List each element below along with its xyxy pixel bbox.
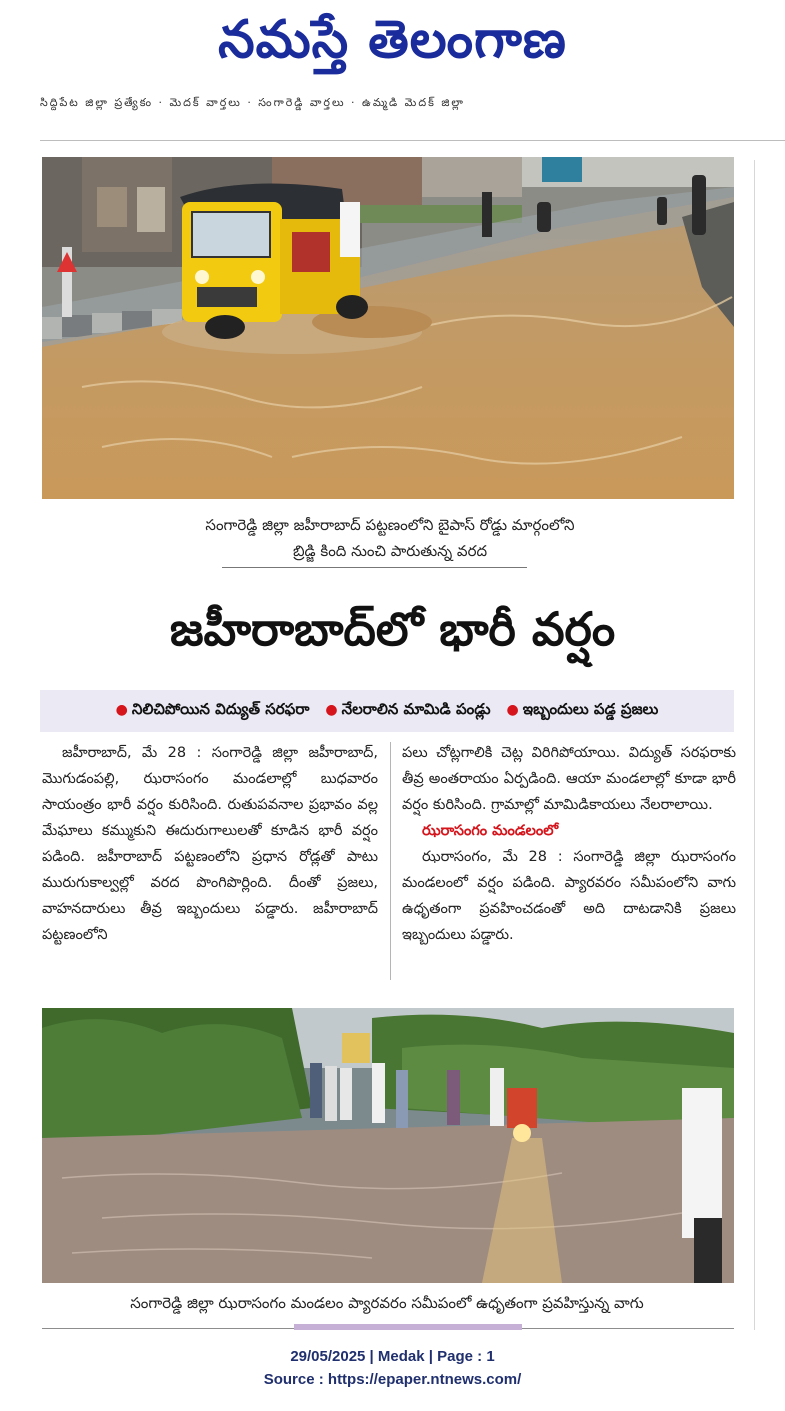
subhead-item [325, 700, 490, 722]
stream-crossing-photo [42, 1008, 734, 1283]
article-body-left [42, 740, 378, 948]
subhead-text: నేలరాలిన మామిడి పండ్లు [341, 700, 491, 718]
flood-road-illustration [42, 157, 734, 499]
edition-info: 29/05/2025 | Medak | Page : 1 [290, 1348, 495, 1365]
column-divider [390, 742, 391, 980]
divider [40, 140, 785, 141]
teaser-strip: సిద్దిపేట జిల్లా ప్రత్యేకం · మెదక్ వార్తలు · సంగారెడ్డి వార్తలు · ఉమ్మడి మెదక్ జిల్లా [40, 96, 465, 109]
flood-road-photo [42, 157, 734, 499]
body-paragraph: జహీరాబాద్, మే 28 : సంగారెడ్డి జిల్లా జహీరాబాద్, మొగుడంపల్లి, ఝరాసంగం మండలాల్లో బుధవారం సాయంత్రం భారీ వర్షం కురిసింది. రుతుపవనాల ప్రభావం వల్ల మేఘాలు కమ్ముకుని ఈదురుగాలులతో కూడిన భారీ వర్షం పడింది. జహీరాబాద్ పట్టణంలోని ప్రధాన రోడ్లతో పాటు మురుగుకాల్వల్లో వరద పొంగిపొర్లింది. దీంతో ప్రజలు, వాహనదారులు తీవ్ర ఇబ్బందులు పడ్డారు. జహీరాబాద్ పట్టణంలోని [42, 745, 378, 943]
body-paragraph: పలు చోట్లగాలికి చెట్ల విరిగిపోయాయి. విద్యుత్ సరఫరాకు తీవ్ర అంతరాయం ఏర్పడింది. ఆయా మండలాల్లో కూడా భారీ వర్షం కురిసింది. గ్రామాల్లో మామిడికాయలు నేలరాలాయి. [402, 745, 736, 813]
newspaper-masthead: నమస్తే తెలంగాణ [218, 10, 567, 70]
article-headline: జహీరాబాద్‌లో భారీ వర్షం [169, 602, 616, 656]
subhead-text: ఇబ్బందులు పడ్డ ప్రజలు [522, 700, 659, 718]
subhead-text: నిలిచిపోయిన విద్యుత్ సరఫరా [131, 700, 310, 718]
accent-bar [294, 1324, 522, 1330]
subhead-bar [40, 690, 734, 732]
caption-underline [222, 567, 527, 568]
caption-line: సంగారెడ్డి జిల్లా జహీరాబాద్ పట్టణంలోని బైపాస్ రోడ్డు మార్గంలోని [205, 516, 575, 534]
subhead-item [116, 700, 310, 722]
bullet-icon: ● [325, 702, 338, 718]
bullet-icon: ● [115, 702, 128, 718]
photo-caption: సంగారెడ్డి జిల్లా ఝరాసంగం మండలం ప్యారవరం సమీపంలో ఉధృతంగా ప్రవహిస్తున్న వాగు [130, 1294, 644, 1312]
stream-crossing-illustration [42, 1008, 734, 1283]
caption-line: బ్రిడ్జి కింది నుంచి పారుతున్న వరద [292, 542, 488, 560]
photo-caption [60, 512, 720, 564]
column-rule [754, 160, 755, 1330]
article-body-right [402, 740, 736, 948]
body-paragraph: ఝరాసంగం, మే 28 : సంగారెడ్డి జిల్లా ఝరాసంగం మండలంలో వర్షం పడింది. ప్యారవరం సమీపంలోని వాగు ఉధృతంగా ప్రవహించడంతో అది దాటడానికి ప్రజలు ఇబ్బందులు పడ్డారు. [402, 849, 736, 943]
subhead-item [507, 700, 659, 722]
section-subheading: ఝరాసంగం మండలంలో [422, 823, 559, 839]
bullet-icon: ● [506, 702, 519, 718]
source-link[interactable]: Source : https://epaper.ntnews.com/ [263, 1371, 522, 1388]
